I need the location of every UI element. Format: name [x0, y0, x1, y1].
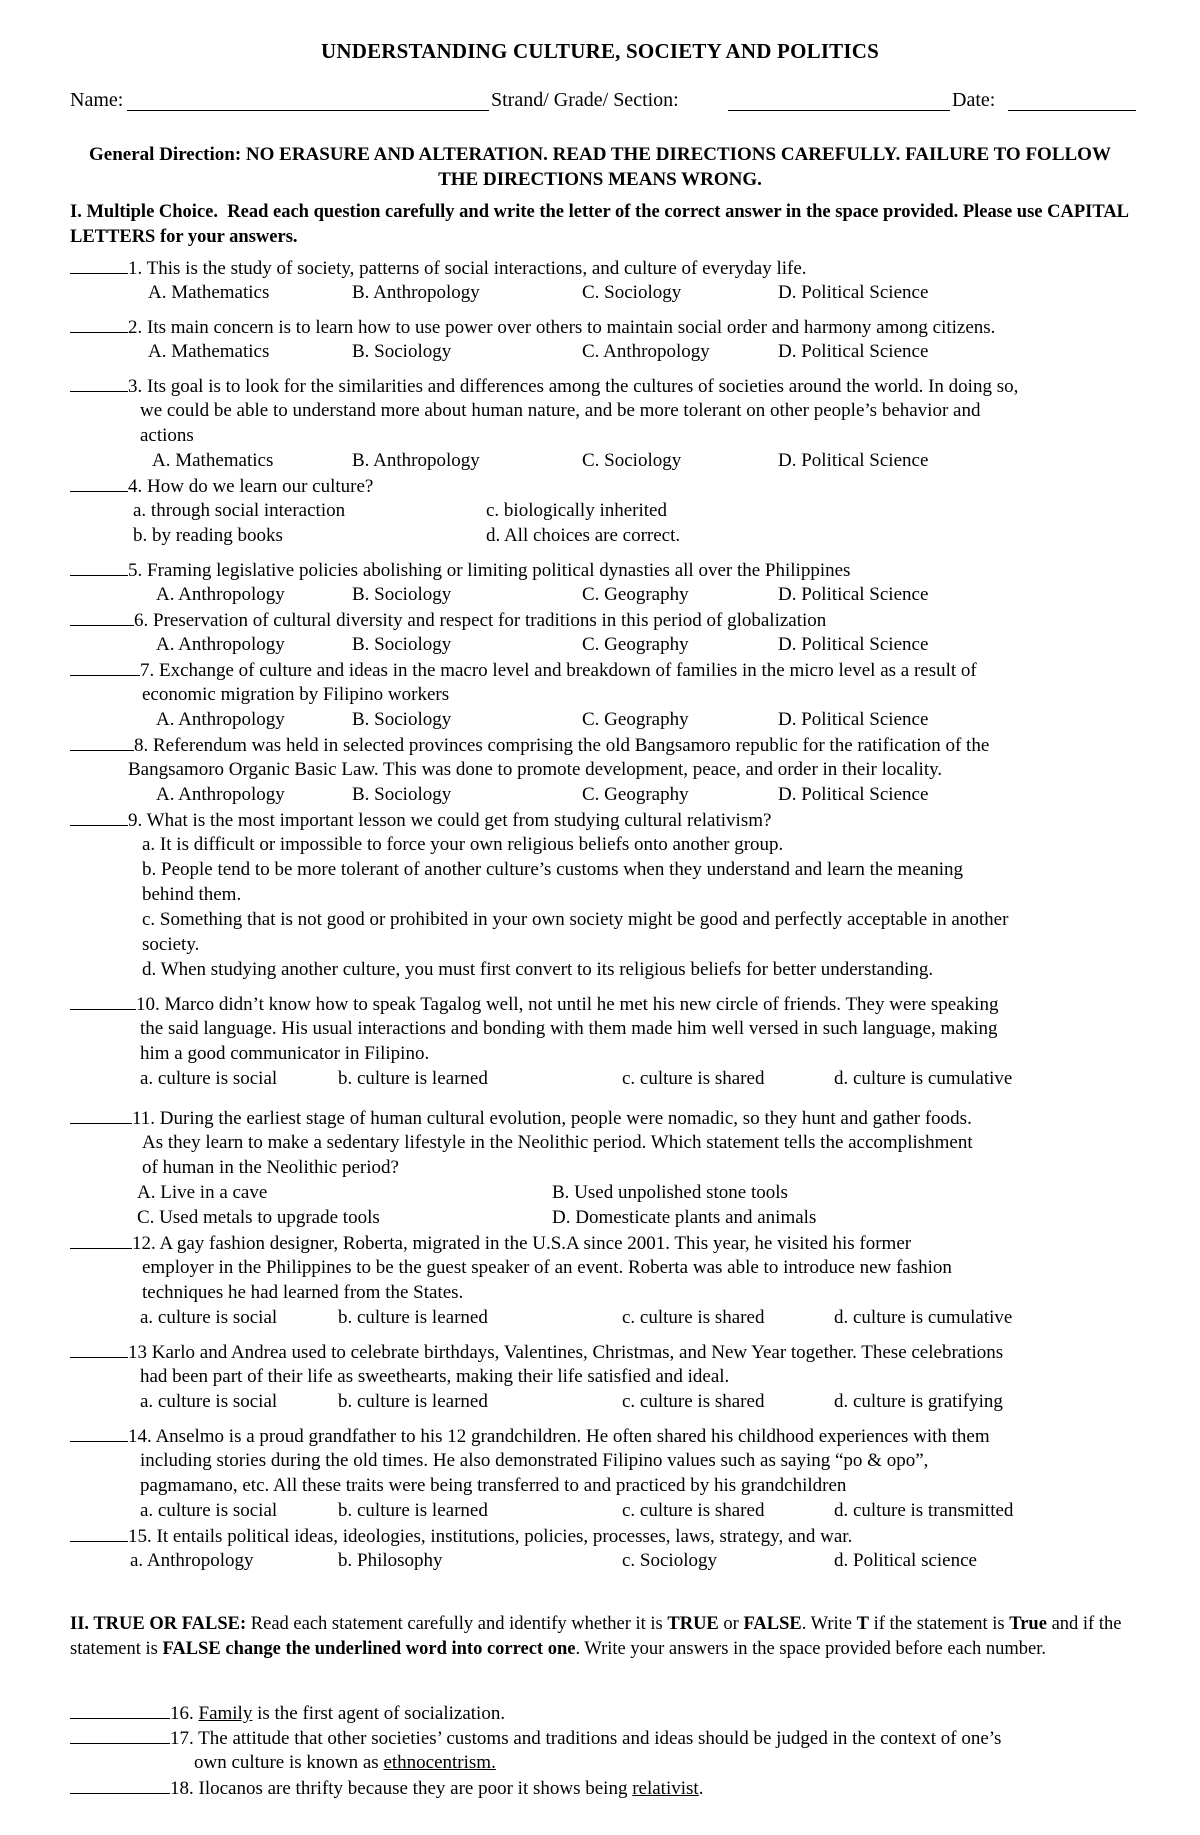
question-text-continued: Bangsamoro Organic Basic Law. This was done to promote development, peace, and order in their locality.	[128, 759, 943, 780]
answer-option: A. Anthropology	[156, 709, 285, 730]
part1-heading: I. Multiple Choice.	[70, 202, 218, 222]
answer-option: B. Sociology	[352, 341, 452, 362]
answer-blank[interactable]	[70, 1725, 170, 1744]
tf-underlined-word: ethnocentrism.	[383, 1752, 496, 1773]
general-direction-label: General Direction:	[89, 144, 242, 165]
answer-option: a. culture is social	[140, 1391, 278, 1412]
answer-blank[interactable]	[70, 255, 128, 274]
answer-option: c. culture is shared	[622, 1391, 765, 1412]
part2-t-letter: T	[856, 1614, 869, 1634]
answer-option: b. Philosophy	[338, 1550, 443, 1571]
question-line	[70, 373, 1018, 399]
answer-option: A. Mathematics	[148, 282, 270, 303]
answer-blank[interactable]	[70, 807, 128, 826]
general-direction-text: NO ERASURE AND ALTERATION. READ THE DIRECTIONS CAREFULLY. FAILURE TO FOLLOW THE DIRECTIONS MEANS WRONG.	[245, 144, 1111, 190]
answer-option: A. Anthropology	[156, 784, 285, 805]
answer-option: B. Anthropology	[352, 450, 480, 471]
answer-blank[interactable]	[70, 1230, 132, 1249]
tf-text: own culture is known as	[194, 1752, 384, 1773]
answer-blank[interactable]	[70, 557, 128, 576]
answer-option: d. culture is transmitted	[834, 1500, 1014, 1521]
answer-option: c. biologically inherited	[486, 500, 667, 521]
question-line	[70, 473, 373, 499]
question-text-continued: techniques he had learned from the States.	[142, 1282, 464, 1303]
question-line	[70, 557, 850, 583]
answer-option: b. culture is learned	[338, 1391, 488, 1412]
answer-option: a. culture is social	[140, 1068, 278, 1089]
answer-option: A. Mathematics	[148, 341, 270, 362]
name-label: Name:	[70, 89, 124, 111]
tf-text-continued	[194, 1750, 496, 1775]
part2-false-instruction: FALSE change the underlined word into correct one	[162, 1639, 576, 1659]
answer-blank[interactable]	[70, 1423, 128, 1442]
question-text-continued: of human in the Neolithic period?	[142, 1157, 399, 1178]
answer-option: behind them.	[142, 884, 242, 905]
question-text: 9. What is the most important lesson we could get from studying cultural relativism?	[128, 810, 772, 831]
answer-option: d. When studying another culture, you must first convert to its religious beliefs for better understanding.	[142, 959, 934, 980]
answer-option: C. Anthropology	[582, 341, 710, 362]
question-text: 10. Marco didn’t know how to speak Tagalog well, not until he met his new circle of friends. They were speaking	[136, 994, 999, 1015]
answer-blank[interactable]	[70, 1339, 128, 1358]
answer-blank[interactable]	[70, 1523, 128, 1542]
part1-text: Read each question carefully and write the letter of the correct answer in the space provided. Please use CAPITAL LETTERS for your answers.	[70, 202, 1128, 247]
answer-option: D. Political Science	[778, 709, 929, 730]
tf-underlined-word: Family	[198, 1703, 253, 1724]
part2-text: if the statement is	[873, 1614, 1005, 1634]
answer-option: C. Geography	[582, 784, 689, 805]
question-text-continued: employer in the Philippines to be the guest speaker of an event. Roberta was able to introduce new fashion	[142, 1257, 952, 1278]
question-text: 2. Its main concern is to learn how to use power over others to maintain social order and harmony among citizens.	[128, 317, 996, 338]
exam-title: UNDERSTANDING CULTURE, SOCIETY AND POLITICS	[320, 39, 880, 63]
tf-text: is the first agent of socialization.	[252, 1703, 506, 1724]
answer-option: D. Domesticate plants and animals	[552, 1207, 817, 1228]
tf-number: 17.	[170, 1728, 199, 1749]
date-field[interactable]	[1008, 110, 1136, 111]
question-line	[70, 1423, 990, 1449]
answer-option: b. culture is learned	[338, 1500, 488, 1521]
answer-option: d. culture is gratifying	[834, 1391, 1003, 1412]
answer-option: C. Geography	[582, 709, 689, 730]
answer-blank[interactable]	[70, 314, 128, 333]
question-text-continued: pagmamano, etc. All these traits were being transferred to and practiced by his grandchildren	[140, 1475, 847, 1496]
answer-option: C. Geography	[582, 634, 689, 655]
answer-option: a. through social interaction	[133, 500, 346, 521]
part2-true-word: True	[1009, 1614, 1047, 1634]
answer-option: a. culture is social	[140, 1500, 278, 1521]
answer-option: a. Anthropology	[130, 1550, 254, 1571]
answer-blank[interactable]	[70, 473, 128, 492]
part2-or-word: or	[723, 1614, 739, 1634]
question-line	[70, 607, 826, 633]
part2-heading: II. TRUE OR FALSE:	[70, 1614, 247, 1634]
answer-option: B. Sociology	[352, 634, 452, 655]
question-line	[70, 314, 995, 340]
answer-option: C. Sociology	[582, 450, 682, 471]
question-text: 7. Exchange of culture and ideas in the macro level and breakdown of families in the micro level as a result of	[140, 660, 977, 681]
tf-item	[70, 1775, 703, 1801]
answer-option: A. Live in a cave	[137, 1182, 268, 1203]
answer-option: c. culture is shared	[622, 1500, 765, 1521]
answer-blank[interactable]	[70, 991, 136, 1010]
answer-option: A. Anthropology	[156, 584, 285, 605]
answer-option: C. Geography	[582, 584, 689, 605]
answer-option: D. Political Science	[778, 341, 929, 362]
question-text-continued: him a good communicator in Filipino.	[140, 1043, 430, 1064]
part2-true-word: TRUE	[667, 1614, 719, 1634]
answer-blank[interactable]	[70, 1105, 132, 1124]
answer-option: c. culture is shared	[622, 1307, 765, 1328]
answer-option: d. All choices are correct.	[486, 525, 681, 546]
answer-option: d. culture is cumulative	[834, 1068, 1013, 1089]
answer-blank[interactable]	[70, 607, 134, 626]
part2-instructions	[70, 1612, 1142, 1662]
answer-blank[interactable]	[70, 657, 140, 676]
question-text-continued: the said language. His usual interactions and bonding with them made him well versed in such language, making	[140, 1018, 998, 1039]
question-text: 14. Anselmo is a proud grandfather to his 12 grandchildren. He often shared his childhood experiences with them	[128, 1426, 990, 1447]
strand-label: Strand/ Grade/ Section:	[491, 89, 679, 111]
date-label: Date:	[952, 89, 996, 111]
tf-text: The attitude that other societies’ customs and traditions and ideas should be judged in the context of one’s	[198, 1728, 1002, 1749]
question-line	[70, 255, 807, 281]
general-direction	[70, 142, 1130, 192]
answer-option: society.	[142, 934, 200, 955]
answer-option: D. Political Science	[778, 634, 929, 655]
part2-text: and if the statement is	[70, 1614, 1122, 1659]
question-line	[70, 807, 771, 833]
answer-blank[interactable]	[70, 1700, 170, 1719]
answer-option: B. Sociology	[352, 584, 452, 605]
answer-option: D. Political Science	[778, 584, 929, 605]
tf-item	[70, 1700, 505, 1726]
answer-blank[interactable]	[70, 1775, 170, 1794]
answer-option: B. Sociology	[352, 784, 452, 805]
tf-text: Ilocanos are thrifty because they are poor it shows being	[198, 1778, 633, 1799]
name-field[interactable]	[127, 110, 489, 111]
part2-text: . Write your answers in the space provided before each number.	[575, 1639, 1046, 1659]
answer-option: B. Sociology	[352, 709, 452, 730]
answer-option: C. Used metals to upgrade tools	[137, 1207, 380, 1228]
question-text: 13 Karlo and Andrea used to celebrate birthdays, Valentines, Christmas, and New Year together. These celebrations	[128, 1342, 1004, 1363]
strand-field[interactable]	[728, 110, 950, 111]
question-line	[70, 1339, 1003, 1365]
tf-item	[70, 1725, 1001, 1751]
answer-option: b. People tend to be more tolerant of another culture’s customs when they understand and learn the meaning	[142, 859, 963, 880]
question-text: 6. Preservation of cultural diversity and respect for traditions in this period of globalization	[134, 610, 827, 631]
question-text-continued: including stories during the old times. He also demonstrated Filipino values such as saying “po & opo”,	[140, 1450, 929, 1471]
tf-text: .	[698, 1778, 704, 1799]
question-text: 5. Framing legislative policies abolishing or limiting political dynasties all over the Philippines	[128, 560, 851, 581]
question-text: 1. This is the study of society, patterns of social interactions, and culture of everyday life.	[128, 258, 807, 279]
question-text: 3. Its goal is to look for the similarities and differences among the cultures of societies around the world. In doing so,	[128, 376, 1019, 397]
answer-option: D. Political Science	[778, 784, 929, 805]
part2-false-word: FALSE	[743, 1614, 802, 1634]
question-line	[70, 732, 989, 758]
answer-option: c. Something that is not good or prohibited in your own society might be good and perfectly acceptable in another	[142, 909, 1009, 930]
answer-option: d. Political science	[834, 1550, 977, 1571]
question-text-continued: actions	[140, 425, 194, 446]
tf-number: 16.	[170, 1703, 199, 1724]
part2-text: Read each statement carefully and identify whether it is	[250, 1614, 663, 1634]
question-text: 11. During the earliest stage of human cultural evolution, people were nomadic, so they hunt and gather foods.	[132, 1108, 972, 1129]
question-text-continued: had been part of their life as sweethearts, making their life satisfied and ideal.	[140, 1366, 730, 1387]
question-text-continued: economic migration by Filipino workers	[142, 684, 450, 705]
question-text: 12. A gay fashion designer, Roberta, migrated in the U.S.A since 2001. This year, he visited his former	[132, 1233, 912, 1254]
question-text: 4. How do we learn our culture?	[128, 476, 374, 497]
question-text-continued: As they learn to make a sedentary lifestyle in the Neolithic period. Which statement tells the accomplishment	[142, 1132, 973, 1153]
answer-blank[interactable]	[70, 373, 128, 392]
answer-option: B. Anthropology	[352, 282, 480, 303]
part1-instructions	[70, 200, 1140, 250]
answer-option: A. Anthropology	[156, 634, 285, 655]
question-text: 15. It entails political ideas, ideologies, institutions, policies, processes, laws, strategy, and war.	[128, 1526, 853, 1547]
answer-option: b. culture is learned	[338, 1068, 488, 1089]
student-info-row	[70, 88, 1142, 118]
part2-text: . Write	[801, 1614, 853, 1634]
question-line	[70, 1230, 911, 1256]
answer-option: a. culture is social	[140, 1307, 278, 1328]
answer-option: c. culture is shared	[622, 1068, 765, 1089]
answer-option: D. Political Science	[778, 282, 929, 303]
answer-option: d. culture is cumulative	[834, 1307, 1013, 1328]
answer-option: A. Mathematics	[152, 450, 274, 471]
answer-option: c. Sociology	[622, 1550, 717, 1571]
question-line	[70, 1523, 852, 1549]
question-line	[70, 991, 998, 1017]
tf-number: 18.	[170, 1778, 199, 1799]
tf-underlined-word: relativist	[632, 1778, 699, 1799]
answer-option: b. culture is learned	[338, 1307, 488, 1328]
question-text-continued: we could be able to understand more about human nature, and be more tolerant on other people’s behavior and	[140, 400, 981, 421]
answer-option: a. It is difficult or impossible to force your own religious beliefs onto another group.	[142, 834, 784, 855]
question-line	[70, 1105, 972, 1131]
question-text: 8. Referendum was held in selected provinces comprising the old Bangsamoro republic for the ratification of the	[134, 735, 990, 756]
answer-option: C. Sociology	[582, 282, 682, 303]
question-line	[70, 657, 977, 683]
answer-option: b. by reading books	[133, 525, 283, 546]
answer-blank[interactable]	[70, 732, 134, 751]
answer-option: D. Political Science	[778, 450, 929, 471]
answer-option: B. Used unpolished stone tools	[552, 1182, 788, 1203]
